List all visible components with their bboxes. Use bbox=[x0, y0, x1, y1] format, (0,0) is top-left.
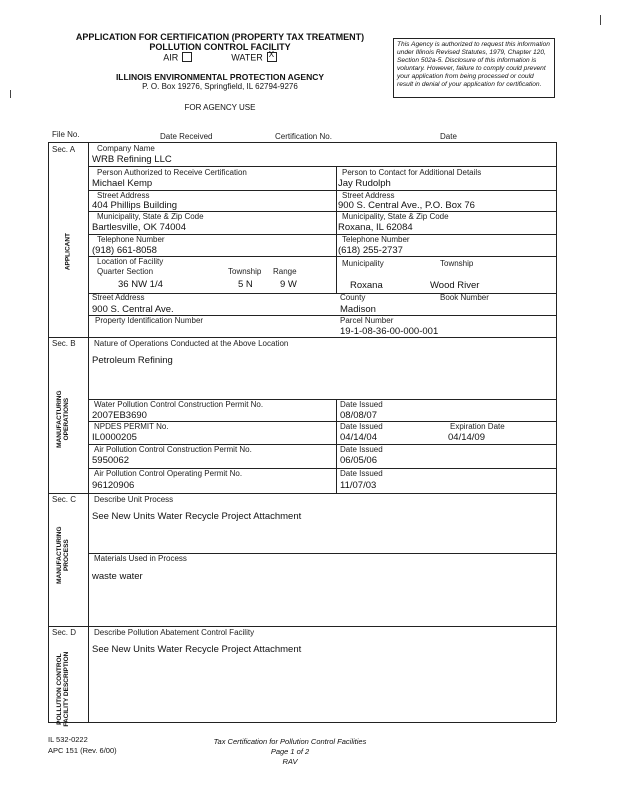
apc-date-value: 06/05/06 bbox=[340, 455, 377, 466]
apo-date-value: 11/07/03 bbox=[340, 480, 377, 491]
township2-value: Wood River bbox=[430, 280, 480, 291]
person-auth-value: Michael Kemp bbox=[92, 178, 153, 189]
township-label: Township bbox=[228, 267, 262, 276]
date-label: Date bbox=[440, 132, 457, 141]
range-value: 9 W bbox=[280, 279, 297, 290]
apc-permit-label: Air Pollution Control Construction Permit No. bbox=[94, 445, 252, 454]
sec-b-side-1: MANUFACTURING bbox=[55, 390, 63, 448]
sec-b-side-2: OPERATIONS bbox=[63, 397, 70, 441]
sec-c-label: Sec. C bbox=[52, 495, 77, 504]
pollution-abatement-value: See New Units Water Recycle Project Attachment bbox=[92, 644, 302, 655]
municipality-value: Roxana bbox=[350, 280, 383, 291]
municipality-label: Municipality bbox=[342, 259, 384, 268]
apc-permit-value: 5950062 bbox=[92, 455, 129, 466]
apo-date-label: Date Issued bbox=[340, 469, 383, 478]
sec-c-side-label bbox=[56, 510, 70, 600]
quarter-section-value: 36 NW 1/4 bbox=[118, 279, 163, 290]
agency-address: P. O. Box 19276, Springfield, IL 62794-9276 bbox=[142, 82, 298, 91]
footer-title: Tax Certification for Pollution Control Facilities bbox=[213, 737, 367, 746]
water-check-mark: X bbox=[268, 50, 275, 59]
air-water-checkboxes bbox=[60, 50, 380, 63]
water-label: WATER bbox=[231, 52, 263, 63]
npdes-date-label: Date Issued bbox=[340, 422, 383, 431]
npdes-date-value: 04/14/04 bbox=[340, 432, 377, 443]
page-number: Page 1 of 2 bbox=[270, 747, 310, 756]
range-label: Range bbox=[273, 267, 297, 276]
city2-label: Municipality, State & Zip Code bbox=[342, 212, 449, 221]
wpc-date-value: 08/08/07 bbox=[340, 410, 377, 421]
street3-value: 900 S. Central Ave. bbox=[92, 304, 174, 315]
agency-name: ILLINOIS ENVIRONMENTAL PROTECTION AGENCY bbox=[115, 72, 325, 82]
materials-value: waste water bbox=[92, 571, 143, 582]
person-auth-label: Person Authorized to Receive Certification bbox=[97, 168, 247, 177]
form-number: IL 532-0222 bbox=[48, 735, 88, 744]
scan-mark-right bbox=[600, 15, 603, 25]
sec-d-side-2: FACILITY DESCRIPTION bbox=[63, 651, 70, 727]
city1-value: Bartlesville, OK 74004 bbox=[92, 222, 186, 233]
sec-a-side-label: APPLICANT bbox=[64, 232, 72, 271]
quarter-section-label: Quarter Section bbox=[97, 267, 154, 276]
sec-c-side-1: MANUFACTURING bbox=[55, 526, 63, 584]
for-agency-use: FOR AGENCY USE bbox=[184, 103, 256, 112]
air-checkbox[interactable] bbox=[182, 52, 192, 62]
company-name-value: WRB Refining LLC bbox=[92, 154, 172, 165]
street2-label: Street Address bbox=[342, 191, 395, 200]
sec-b-label: Sec. B bbox=[52, 339, 76, 348]
footer-initials: RAV bbox=[282, 757, 298, 766]
parcel-number-value: 19-1-08-36-00-000-001 bbox=[340, 326, 439, 337]
nature-of-operations-value: Petroleum Refining bbox=[92, 355, 173, 366]
sec-d-label: Sec. D bbox=[52, 628, 77, 637]
company-name-label: Company Name bbox=[97, 144, 155, 153]
sec-d-side-1: POLLUTION CONTROL bbox=[55, 653, 63, 725]
form-revision: APC 151 (Rev. 6/00) bbox=[48, 746, 117, 755]
tel1-value: (918) 661-8058 bbox=[92, 245, 157, 256]
tel2-label: Telephone Number bbox=[342, 235, 410, 244]
pollution-abatement-label: Describe Pollution Abatement Control Facility bbox=[94, 628, 255, 637]
person-contact-label: Person to Contact for Additional Details bbox=[342, 168, 482, 177]
sec-b-side-label bbox=[56, 374, 70, 464]
sec-d-side-label bbox=[56, 644, 70, 734]
expiration-date-value: 04/14/09 bbox=[448, 432, 485, 443]
form-subtitle: POLLUTION CONTROL FACILITY bbox=[149, 42, 291, 52]
street1-label: Street Address bbox=[97, 191, 150, 200]
privacy-notice: This Agency is authorized to request this information under Illinois Revised Statutes, 1979, Chapter 120, Section 502a-5. Disclosure of this information is voluntary. However, failure to comply could prevent your application from being processed or could result in denial of your application for certification. bbox=[393, 38, 555, 98]
date-received-label: Date Received bbox=[160, 132, 213, 141]
water-checkbox[interactable] bbox=[267, 52, 277, 62]
file-no-label: File No. bbox=[52, 130, 80, 139]
wpc-permit-value: 2007EB3690 bbox=[92, 410, 147, 421]
certification-no-label: Certification No. bbox=[275, 132, 332, 141]
sec-a-label: Sec. A bbox=[52, 145, 76, 154]
wpc-date-label: Date Issued bbox=[340, 400, 383, 409]
sec-c-side-2: PROCESS bbox=[63, 539, 70, 572]
parcel-number-label: Parcel Number bbox=[340, 316, 394, 325]
wpc-permit-label: Water Pollution Control Construction Permit No. bbox=[94, 400, 264, 409]
township2-label: Township bbox=[440, 259, 474, 268]
property-id-label: Property Identification Number bbox=[95, 316, 204, 325]
book-number-label: Book Number bbox=[440, 293, 489, 302]
materials-label: Materials Used in Process bbox=[94, 554, 187, 563]
form-title: APPLICATION FOR CERTIFICATION (PROPERTY TAX TREATMENT) bbox=[75, 32, 365, 42]
street1-value: 404 Phillips Building bbox=[92, 200, 178, 211]
scan-mark-left bbox=[10, 90, 14, 98]
nature-of-operations-label: Nature of Operations Conducted at the Above Location bbox=[94, 339, 289, 348]
unit-process-value: See New Units Water Recycle Project Attachment bbox=[92, 511, 302, 522]
street3-label: Street Address bbox=[92, 293, 145, 302]
township-value: 5 N bbox=[238, 279, 253, 290]
city1-label: Municipality, State & Zip Code bbox=[97, 212, 204, 221]
tel2-value: (618) 255-2737 bbox=[338, 245, 403, 256]
npdes-permit-value: IL0000205 bbox=[92, 432, 137, 443]
person-contact-value: Jay Rudolph bbox=[338, 178, 391, 189]
apo-permit-label: Air Pollution Control Operating Permit No. bbox=[94, 469, 243, 478]
county-value: Madison bbox=[340, 304, 376, 315]
npdes-permit-label: NPDES PERMIT No. bbox=[94, 422, 169, 431]
city2-value: Roxana, IL 62084 bbox=[338, 222, 413, 233]
apo-permit-value: 96120906 bbox=[92, 480, 135, 491]
street2-value: 900 S. Central Ave., P.O. Box 76 bbox=[338, 200, 475, 211]
apc-date-label: Date Issued bbox=[340, 445, 383, 454]
tel1-label: Telephone Number bbox=[97, 235, 165, 244]
expiration-date-label: Expiration Date bbox=[450, 422, 505, 431]
county-label: County bbox=[340, 293, 366, 302]
location-label: Location of Facility bbox=[97, 257, 164, 266]
unit-process-label: Describe Unit Process bbox=[94, 495, 174, 504]
air-label: AIR bbox=[163, 52, 179, 63]
